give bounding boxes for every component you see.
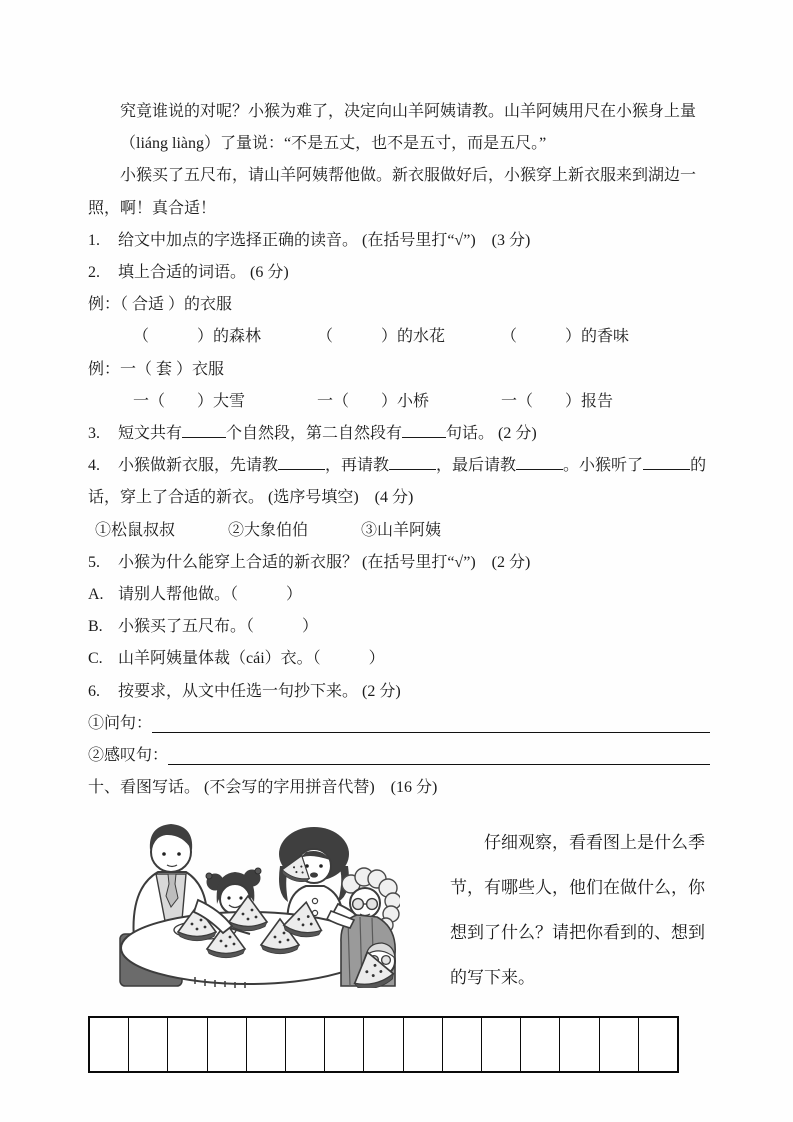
blank-underline[interactable] (402, 423, 446, 438)
grid-cell[interactable] (559, 1018, 598, 1071)
grid-cell[interactable] (285, 1018, 324, 1071)
question-1-number: 1. (88, 231, 100, 249)
passage-line-4: 照，啊！真合适！ (88, 199, 217, 217)
option-c-label: C. (88, 650, 103, 668)
grid-cell[interactable] (167, 1018, 206, 1071)
blank-underline[interactable] (182, 423, 226, 438)
option-a-label: A. (88, 586, 104, 604)
grid-cell[interactable] (481, 1018, 520, 1071)
illustration-family-watermelon (98, 808, 400, 988)
writing-prompt: 仔细观察，看看图上是什么季节，有哪些人，他们在做什么，你想到了什么？请把你看到的、想到的写下来。 (450, 833, 705, 988)
answer-line-question-sentence (88, 708, 710, 740)
option-c-text: 山羊阿姨量体裁（cái）衣。（ ） (118, 650, 385, 668)
passage-line-2: （liáng liàng）了量说：“不是五丈，也不是五寸，而是五尺。” (120, 135, 547, 153)
question-3-seg-2: 个自然段，第二自然段有 (226, 425, 403, 443)
question-4-text (118, 450, 710, 482)
question-4-line-1 (88, 450, 710, 482)
option-b-label: B. (88, 618, 103, 636)
grid-cell[interactable] (246, 1018, 285, 1071)
grid-cell[interactable] (324, 1018, 363, 1071)
question-4-seg-1: 小猴做新衣服，先请教 (118, 457, 279, 475)
question-6-number: 6. (88, 682, 100, 700)
question-5-number: 5. (88, 553, 100, 571)
question-2-number: 2. (88, 264, 100, 282)
option-3-goat-aunt: ③山羊阿姨 (361, 521, 442, 539)
question-3 (88, 418, 710, 450)
passage-line-3: 小猴买了五尺布，请山羊阿姨帮他做。新衣服做好后，小猴穿上新衣服来到湖边一 (120, 167, 697, 185)
question-2 (88, 257, 710, 289)
question-2-text: 填上合适的词语。 (6 分) (118, 264, 289, 282)
question-4-seg-3: ，最后请教 (436, 457, 517, 475)
answer-line-2-label: ②感叹句： (88, 747, 169, 765)
question-3-number: 3. (88, 425, 100, 443)
grid-cell[interactable] (442, 1018, 481, 1071)
question-3-seg-3: 句话。 (2 分) (446, 425, 537, 443)
grid-cell[interactable] (599, 1018, 638, 1071)
question-4-options (88, 515, 710, 547)
question-2-example-2: 例：一（ 套 ）衣服 (88, 360, 225, 378)
option-a-text: 请别人帮他做。（ ） (118, 586, 303, 604)
grid-cell[interactable] (90, 1018, 128, 1071)
grid-cell[interactable] (403, 1018, 442, 1071)
answer-rule[interactable] (152, 732, 710, 733)
section-10-header: 十、看图写话。 (不会写的字用拼音代替) (16 分) (88, 779, 438, 797)
blank-underline[interactable] (516, 455, 563, 470)
blank-underline[interactable] (643, 455, 690, 470)
question-4-seg-2: ，再请教 (325, 457, 390, 475)
question-5-text: 小猴为什么能穿上合适的新衣服？ (在括号里打“√”) (2 分) (118, 553, 531, 571)
grid-cell[interactable] (128, 1018, 167, 1071)
question-4-number: 4. (88, 457, 100, 475)
exam-content (88, 96, 710, 1000)
answer-line-1-label: ①问句： (88, 714, 153, 732)
question-2-fill-row-1 (88, 321, 710, 353)
option-1-squirrel-uncle: ①松鼠叔叔 (95, 521, 176, 539)
answer-line-exclamation-sentence (88, 740, 710, 772)
question-4-seg-5: 的 (690, 457, 707, 475)
grid-cell[interactable] (638, 1018, 677, 1071)
question-6-text: 按要求，从文中任选一句抄下来。 (2 分) (118, 682, 401, 700)
question-5 (88, 547, 710, 579)
grid-cell[interactable] (207, 1018, 246, 1071)
question-1-text: 给文中加点的字选择正确的读音。 (在括号里打“√”) (3 分) (118, 231, 531, 249)
question-5-option-b[interactable] (88, 611, 710, 643)
fill-item[interactable]: （ ）的水花 (317, 328, 446, 346)
question-1 (88, 225, 710, 257)
option-2-elephant-uncle: ②大象伯伯 (228, 521, 309, 539)
grid-cell[interactable] (363, 1018, 402, 1071)
question-6 (88, 676, 710, 708)
fill-item[interactable]: （ ）的森林 (133, 328, 262, 346)
question-2-example-1: 例：（ 合适 ）的衣服 (88, 296, 233, 314)
writing-grid (88, 1016, 679, 1073)
question-5-option-c[interactable] (88, 643, 710, 675)
fill-item[interactable]: 一（ ）小桥 (317, 392, 430, 410)
answer-rule[interactable] (168, 764, 710, 765)
passage-line-1: 究竟谁说的对呢？小猴为难了，决定向山羊阿姨请教。山羊阿姨用尺在小猴身上量 (120, 103, 697, 120)
grid-cell[interactable] (520, 1018, 559, 1071)
fill-item[interactable]: 一（ ）报告 (501, 392, 614, 410)
option-b-text: 小猴买了五尺布。（ ） (118, 618, 319, 636)
blank-underline[interactable] (389, 455, 436, 470)
question-2-fill-row-2 (88, 386, 710, 418)
question-3-text (118, 418, 710, 450)
blank-underline[interactable] (278, 455, 325, 470)
fill-item[interactable]: （ ）的香味 (501, 328, 630, 346)
question-3-seg-1: 短文共有 (118, 425, 183, 443)
picture-writing-block (88, 808, 710, 1000)
question-4-seg-4: 。小猴听了 (563, 457, 644, 475)
question-4-line-2: 话，穿上了合适的新衣。 (选序号填空) (4 分) (88, 489, 414, 507)
question-5-option-a[interactable] (88, 579, 710, 611)
fill-item[interactable]: 一（ ）大雪 (133, 392, 246, 410)
